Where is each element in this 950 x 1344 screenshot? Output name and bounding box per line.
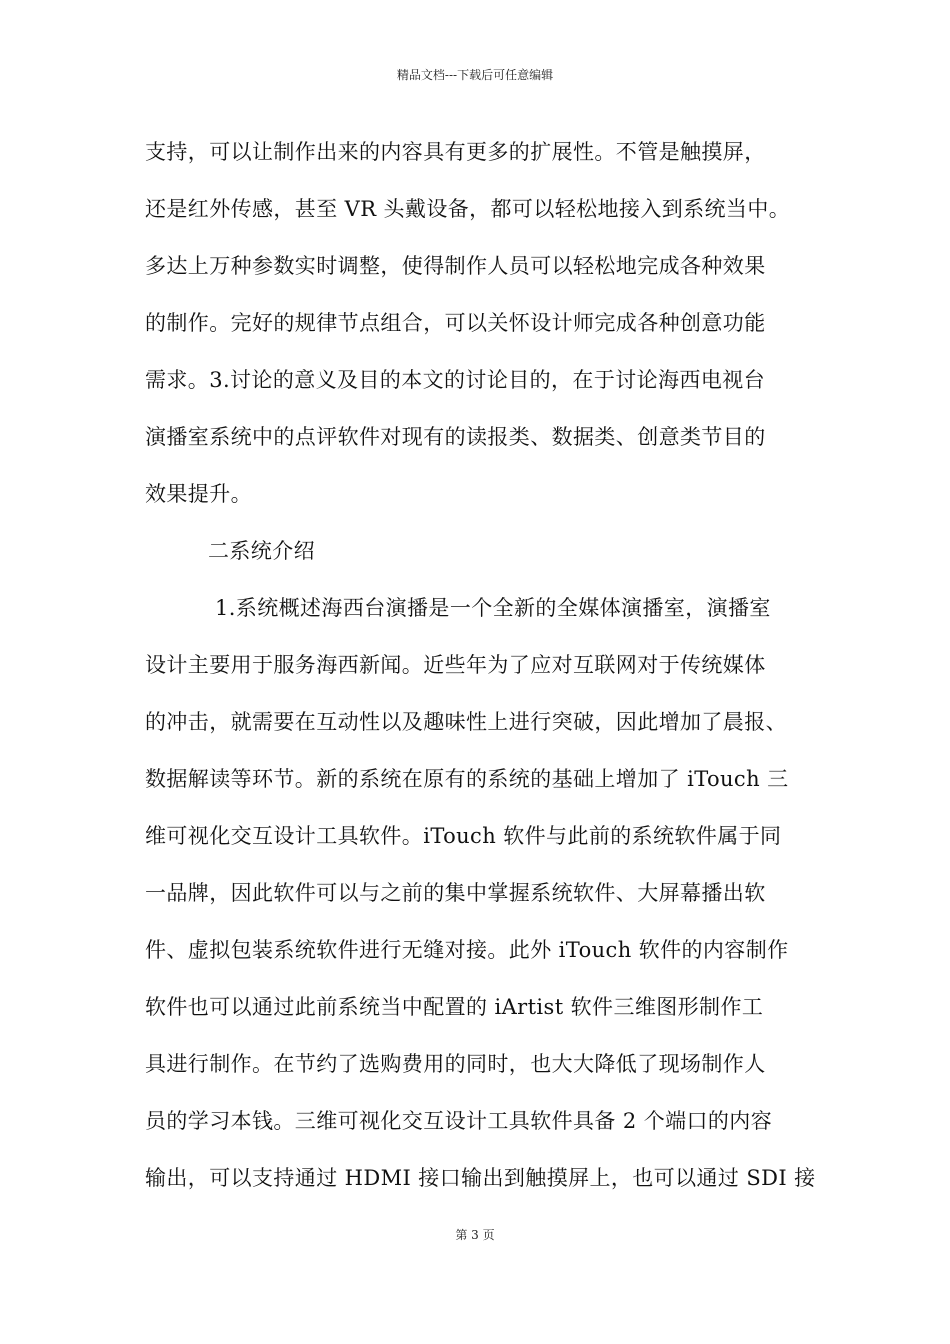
paragraph-line: 维可视化交互设计工具软件。iTouch 软件与此前的系统软件属于同 (145, 824, 782, 848)
paragraph-line: 具进行制作。在节约了选购费用的同时，也大大降低了现场制作人 (145, 1052, 766, 1076)
document-body (145, 130, 815, 1213)
page-number: 第 3 页 (455, 1228, 495, 1242)
paragraph-line: 1.系统概述海西台演播是一个全新的全媒体演播室，演播室 (215, 596, 771, 620)
paragraph-line: 支持，可以让制作出来的内容具有更多的扩展性。不管是触摸屏， (145, 140, 766, 164)
paragraph-line: 还是红外传感，甚至 VR 头戴设备，都可以轻松地接入到系统当中。 (145, 197, 791, 221)
paragraph-line: 一品牌，因此软件可以与之前的集中掌握系统软件、大屏幕播出软 (145, 881, 766, 905)
paragraph-line: 多达上万种参数实时调整，使得制作人员可以轻松地完成各种效果 (145, 254, 766, 278)
paragraph-line: 需求。3.讨论的意义及目的本文的讨论目的，在于讨论海西电视台 (145, 368, 766, 392)
paragraph-line: 设计主要用于服务海西新闻。近些年为了应对互联网对于传统媒体 (145, 653, 766, 677)
paragraph-line: 件、虚拟包装系统软件进行无缝对接。此外 iTouch 软件的内容制作 (145, 938, 789, 962)
paragraph-line: 的冲击，就需要在互动性以及趣味性上进行突破，因此增加了晨报、 (145, 710, 787, 734)
paragraph-line: 员的学习本钱。三维可视化交互设计工具软件具备 2 个端口的内容 (145, 1109, 773, 1133)
paragraph-line: 演播室系统中的点评软件对现有的读报类、数据类、创意类节目的 (145, 425, 766, 449)
paragraph-line: 效果提升。 (145, 482, 252, 506)
page-header: 精品文档---下载后可任意编辑 (396, 68, 554, 82)
paragraph-line: 软件也可以通过此前系统当中配置的 iArtist 软件三维图形制作工 (145, 995, 764, 1019)
paragraph-line: 数据解读等环节。新的系统在原有的系统的基础上增加了 iTouch 三 (145, 767, 789, 791)
section-heading: 二系统介绍 (208, 539, 315, 563)
paragraph-line: 的制作。完好的规律节点组合，可以关怀设计师完成各种创意功能 (145, 311, 766, 335)
paragraph-line: 输出，可以支持通过 HDMI 接口输出到触摸屏上，也可以通过 SDI 接 (145, 1166, 816, 1190)
